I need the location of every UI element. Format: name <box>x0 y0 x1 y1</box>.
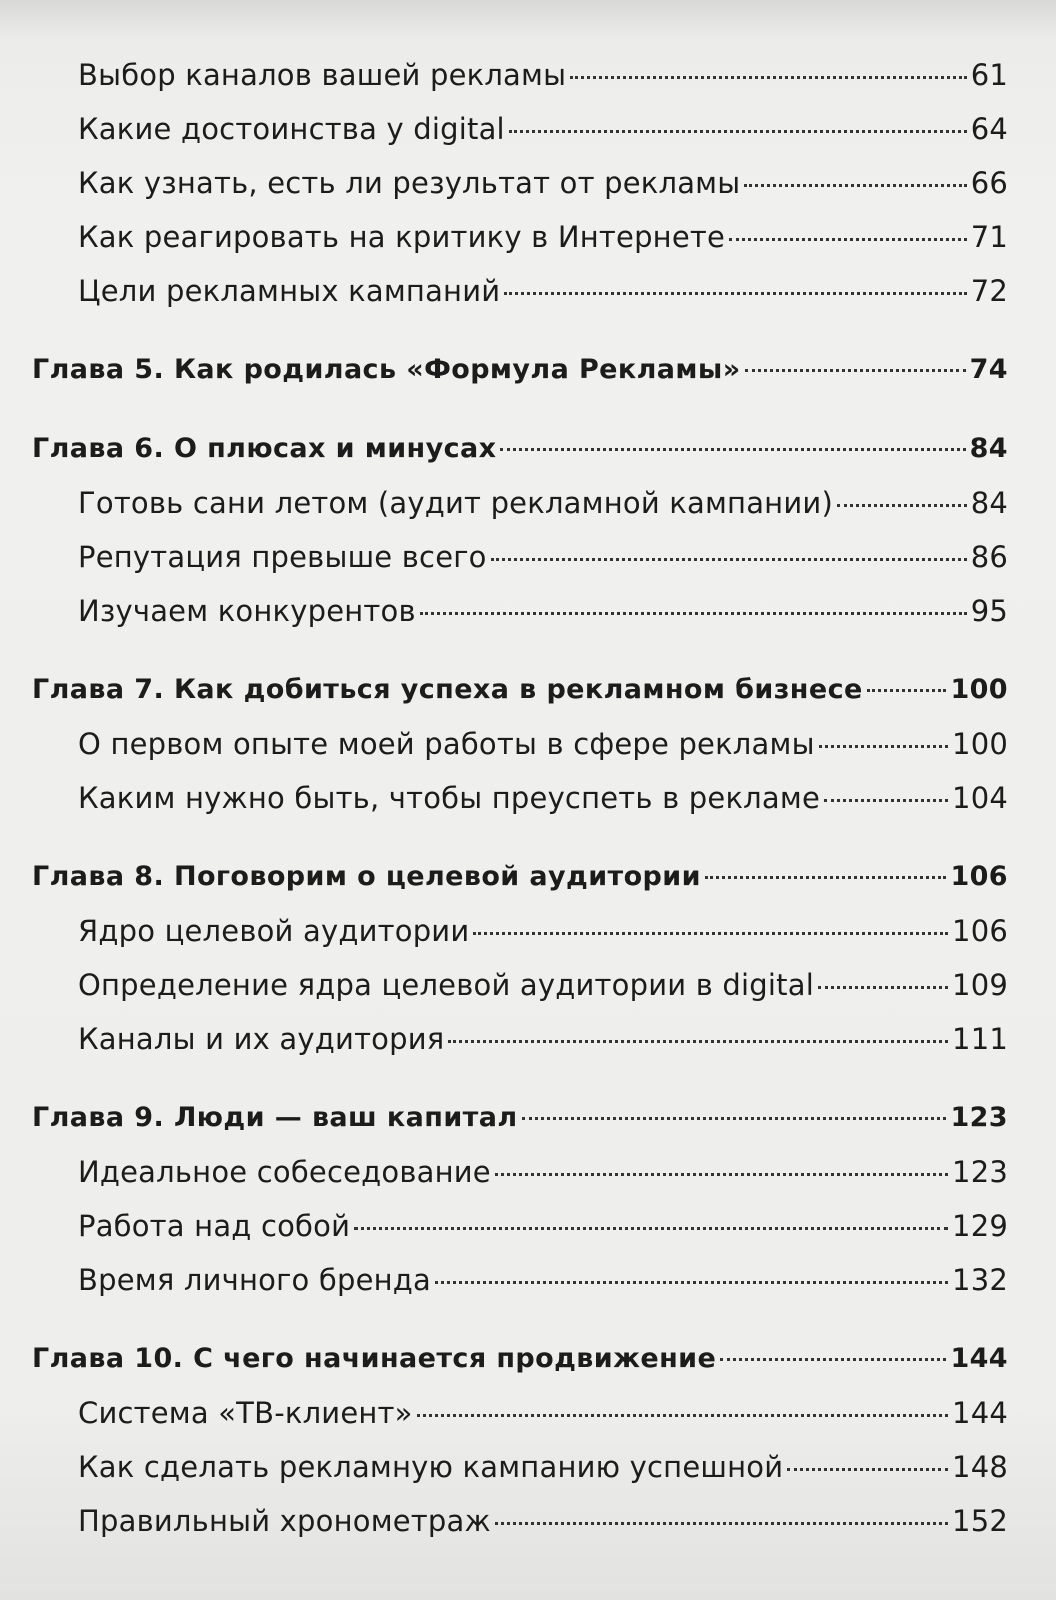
toc-entry-page: 123 <box>952 1155 1008 1189</box>
toc-entry-page: 64 <box>970 112 1008 146</box>
dot-leader <box>435 1281 948 1284</box>
toc-chapter-page: 144 <box>950 1343 1008 1374</box>
dot-leader <box>705 876 947 879</box>
dot-leader <box>354 1227 948 1230</box>
toc-chapter-title: Глава 5. Как родилась «Формула Рекламы» <box>32 354 741 385</box>
dot-leader <box>720 1358 946 1361</box>
toc-entry <box>78 771 1008 825</box>
toc-entry <box>78 1253 1008 1307</box>
toc-chapter <box>32 1091 1008 1145</box>
dot-leader <box>420 612 967 615</box>
toc-entry-page: 71 <box>970 220 1008 254</box>
toc-chapter-title: Глава 9. Люди — ваш капитал <box>32 1102 518 1133</box>
dot-leader <box>491 558 967 561</box>
toc-entry-title: Готовь сани летом (аудит рекламной кампании) <box>78 486 833 520</box>
dot-leader <box>744 184 966 187</box>
toc-entry <box>78 958 1008 1012</box>
toc-entry <box>78 1199 1008 1253</box>
toc-entry-page: 84 <box>970 486 1008 520</box>
toc-entry-title: Идеальное собеседование <box>78 1155 491 1189</box>
toc-chapter <box>32 850 1008 904</box>
toc-chapter-page: 100 <box>950 674 1008 705</box>
dot-leader <box>819 745 948 748</box>
toc-entry-title: Как сделать рекламную кампанию успешной <box>78 1450 784 1484</box>
toc-chapter-title: Глава 6. О плюсах и минусах <box>32 433 497 464</box>
toc-entry-title: Каналы и их аудитория <box>78 1022 445 1056</box>
toc-entry-title: Цели рекламных кампаний <box>78 274 501 308</box>
toc-entry <box>78 1440 1008 1494</box>
toc-entry <box>78 102 1008 156</box>
toc-entry <box>78 1145 1008 1199</box>
dot-leader <box>417 1414 948 1417</box>
toc-entry-page: 148 <box>952 1450 1008 1484</box>
toc-entry-title: Правильный хронометраж <box>78 1504 491 1538</box>
dot-leader <box>495 1522 948 1525</box>
toc-entry <box>78 584 1008 638</box>
toc-entry-title: Система «ТВ-клиент» <box>78 1396 413 1430</box>
toc-entry-page: 129 <box>952 1209 1008 1243</box>
toc-entry-page: 95 <box>970 594 1008 628</box>
dot-leader <box>818 986 948 989</box>
toc-chapter-title: Глава 8. Поговорим о целевой аудитории <box>32 861 701 892</box>
toc-entry-page: 106 <box>952 914 1008 948</box>
dot-leader <box>522 1117 947 1120</box>
dot-leader <box>509 130 967 133</box>
toc-entry <box>78 1494 1008 1548</box>
toc-chapter <box>32 422 1008 476</box>
toc-entry-page: 100 <box>952 727 1008 761</box>
toc-chapter-page: 84 <box>969 433 1008 464</box>
toc-entry-title: Изучаем конкурентов <box>78 594 416 628</box>
dot-leader <box>837 504 967 507</box>
toc-chapter-title: Глава 10. С чего начинается продвижение <box>32 1343 717 1374</box>
toc-entry <box>78 717 1008 771</box>
toc-chapter-title: Глава 7. Как добиться успеха в рекламном бизнесе <box>32 674 863 705</box>
dot-leader <box>473 932 948 935</box>
toc-entry-page: 72 <box>970 274 1008 308</box>
dot-leader <box>787 1468 948 1471</box>
dot-leader <box>495 1173 948 1176</box>
dot-leader <box>504 292 966 295</box>
toc-entry-title: Работа над собой <box>78 1209 351 1243</box>
table-of-contents <box>32 48 1008 1548</box>
toc-entry-title: Выбор каналов вашей рекламы <box>78 58 567 92</box>
toc-entry-page: 132 <box>952 1263 1008 1297</box>
dot-leader <box>570 76 966 79</box>
dot-leader <box>448 1040 948 1043</box>
toc-entry-title: Каким нужно быть, чтобы преуспеть в рекламе <box>78 781 820 815</box>
toc-entry <box>78 48 1008 102</box>
toc-chapter <box>32 343 1008 397</box>
toc-entry-title: Репутация превыше всего <box>78 540 487 574</box>
toc-entry-page: 109 <box>952 968 1008 1002</box>
toc-entry-title: Какие достоинства у digital <box>78 112 505 146</box>
toc-chapter-page: 106 <box>950 861 1008 892</box>
toc-entry-title: Определение ядра целевой аудитории в digital <box>78 968 814 1002</box>
toc-entry-page: 104 <box>952 781 1008 815</box>
toc-entry-page: 86 <box>970 540 1008 574</box>
dot-leader <box>745 369 966 372</box>
toc-chapter-page: 123 <box>950 1102 1008 1133</box>
dot-leader <box>824 799 948 802</box>
toc-entry-page: 152 <box>952 1504 1008 1538</box>
toc-entry <box>78 530 1008 584</box>
toc-entry-title: Время личного бренда <box>78 1263 432 1297</box>
toc-entry-title: Ядро целевой аудитории <box>78 914 470 948</box>
toc-chapter <box>32 663 1008 717</box>
toc-entry <box>78 156 1008 210</box>
toc-entry-page: 61 <box>970 58 1008 92</box>
toc-entry-page: 111 <box>952 1022 1008 1056</box>
toc-entry <box>78 476 1008 530</box>
toc-entry-title: О первом опыте моей работы в сфере рекламы <box>78 727 815 761</box>
toc-entry-title: Как реагировать на критику в Интернете <box>78 220 726 254</box>
toc-chapter <box>32 1332 1008 1386</box>
toc-entry <box>78 210 1008 264</box>
dot-leader <box>729 238 967 241</box>
toc-entry-page: 144 <box>952 1396 1008 1430</box>
toc-entry <box>78 264 1008 318</box>
toc-entry <box>78 904 1008 958</box>
toc-entry <box>78 1012 1008 1066</box>
toc-chapter-page: 74 <box>969 354 1008 385</box>
toc-entry-title: Как узнать, есть ли результат от рекламы <box>78 166 741 200</box>
dot-leader <box>500 448 965 451</box>
toc-entry <box>78 1386 1008 1440</box>
toc-entry-page: 66 <box>970 166 1008 200</box>
dot-leader <box>867 689 947 692</box>
